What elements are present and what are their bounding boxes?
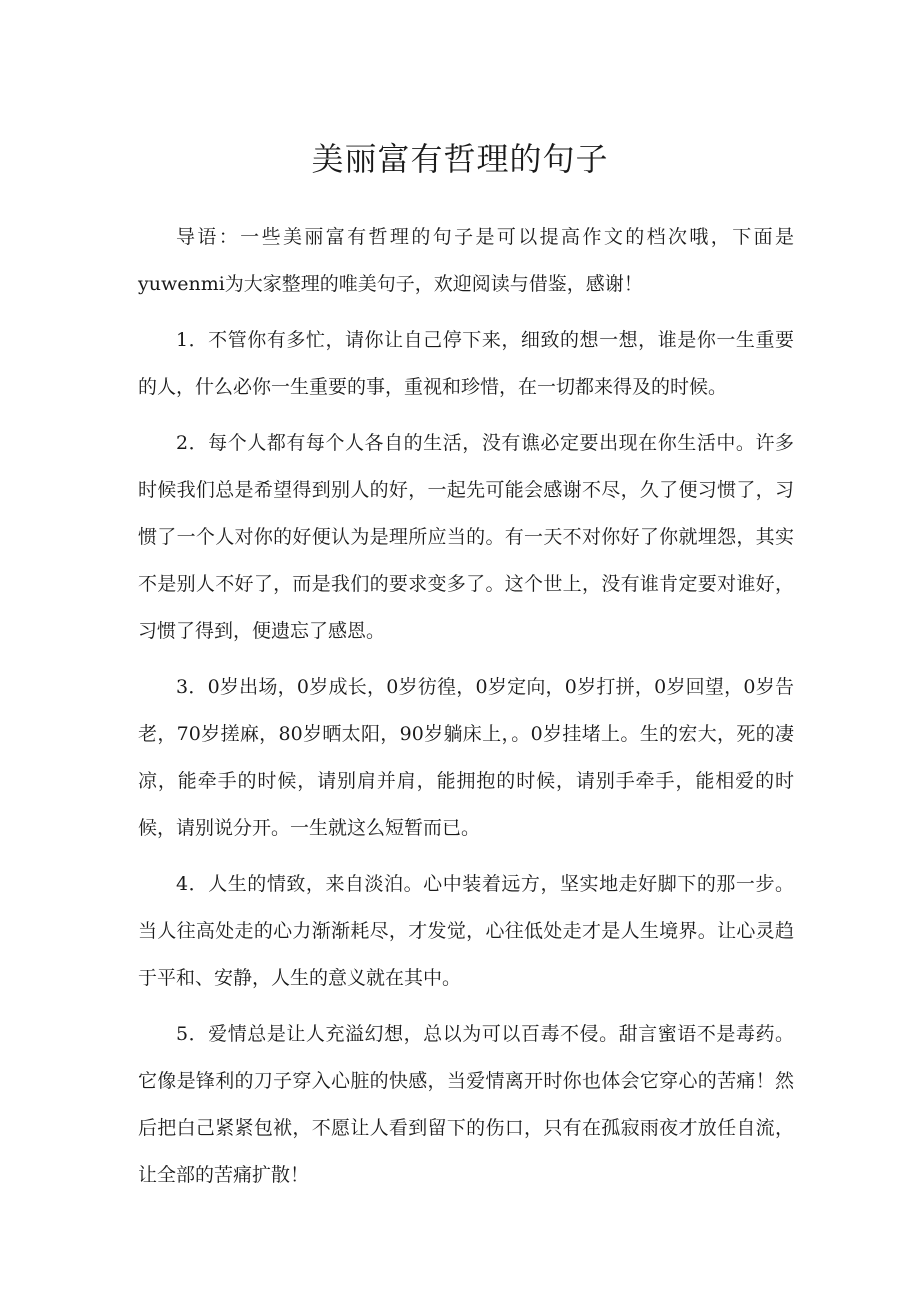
paragraph-1: 1．不管你有多忙，请你让自己停下来，细致的想一想，谁是你一生重要的人，什么必你一生重要的事，重视和珍惜，在一切都来得及的时候。 bbox=[138, 329, 794, 398]
paragraph-5: 5．爱情总是让人充溢幻想，总以为可以百毒不侵。甜言蜜语不是毒药。它像是锋利的刀子穿入心脏的快感，当爱情离开时你也体会它穿心的苦痛！然后把白己紧紧包袱，不愿让人看到留下的伤口，只有在孤寂雨夜才放任自流，让全部的苦痛扩散！ bbox=[138, 1023, 794, 1186]
paragraph-2: 2．每个人都有每个人各自的生活，没有谯必定要出现在你生活中。许多时候我们总是希望得到别人的好，一起先可能会感谢不尽，久了便习惯了，习惯了一个人对你的好便认为是理所应当的。有一天不对你好了你就埋怨，其实不是别人不好了，而是我们的要求变多了。这个世上，没有谁肯定要对谁好，习惯了得到，便遗忘了感恩。 bbox=[138, 432, 794, 642]
document-title: 美丽富有哲理的句子 bbox=[311, 140, 609, 178]
paragraph-4: 4．人生的情致，来自淡泊。心中装着远方，坚实地走好脚下的那一步。当人往高处走的心力渐渐耗尽，才发觉，心往低处走才是人生境界。让心灵趋于平和、安静，人生的意义就在其中。 bbox=[138, 873, 794, 989]
intro-paragraph: 导语：一些美丽富有哲理的句子是可以提高作文的档次哦，下面是yuwenmi为大家整理的唯美句子，欢迎阅读与借鉴，感谢！ bbox=[138, 226, 794, 295]
document-body bbox=[138, 214, 794, 1208]
paragraph-3: 3．0岁出场，0岁成长，0岁彷徨，0岁定向，0岁打拼，0岁回望，0岁告老，70岁搓麻，80岁晒太阳，90岁躺床上，。0岁挂堵上。生的宏大，死的凄凉，能牵手的时候，请别肩并肩，能拥抱的时候，请别手牵手，能相爱的时候，请别说分开。一生就这么短暂而已。 bbox=[138, 676, 794, 839]
